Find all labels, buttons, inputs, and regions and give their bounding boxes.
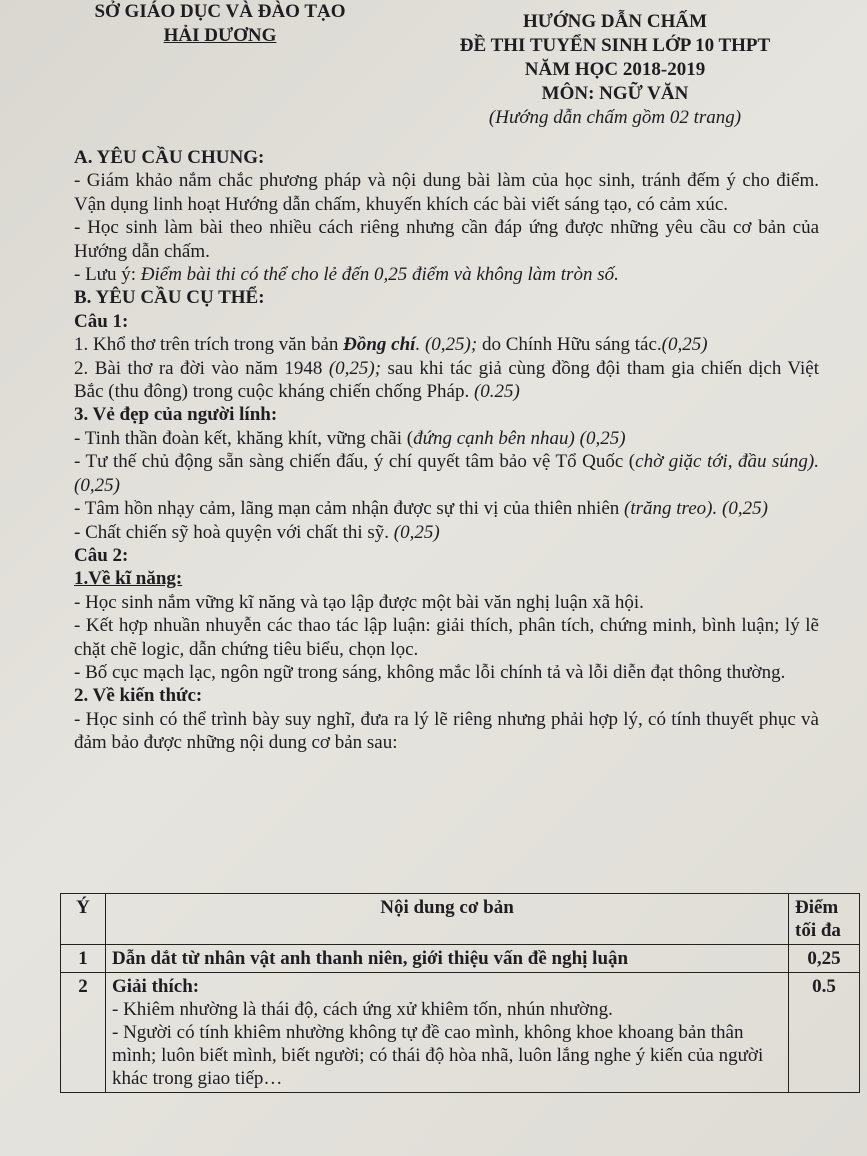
bullet-4-text: - Chất chiến sỹ hoà quyện với chất thi sỹ. (74, 521, 394, 543)
q1-answer-1 (74, 333, 819, 356)
skills-2: - Kết hợp nhuần nhuyễn các thao tác lập luận: giải thích, phân tích, chứng minh, bình luận; lý lẽ chặt chẽ logic, dẫn chứng tiêu biểu, chọn lọc. (74, 615, 819, 660)
row-2-line-2: - Người có tính khiêm nhường không tự đề cao mình, không khoe khoang bản thân mình; luôn biết mình, biết người; có thái độ hòa nhã, luôn lắng nghe ý kiến của người khác trong giao tiếp… (112, 1022, 764, 1089)
bullet-4-score: (0,25) (393, 521, 440, 543)
skills-title: 1.Về kĩ năng: (74, 568, 183, 590)
row-1-number: 1 (61, 945, 106, 973)
department-name: SỞ GIÁO DỤC VÀ ĐÀO TẠO (94, 1, 346, 22)
q1-bullet-3 (74, 497, 819, 520)
bullet-1-text: - Tinh thần đoàn kết, khăng khít, vững chãi ( (74, 427, 414, 449)
q1-answer-2 (74, 357, 819, 404)
doc-title: HƯỚNG DẪN CHẤM (523, 11, 707, 32)
col-header-item: Ý (61, 894, 106, 945)
table-row (61, 945, 860, 973)
q1-bullet-2 (74, 450, 819, 497)
document-heading (400, 10, 830, 130)
skills-1: - Học sinh nắm vững kĩ năng và tạo lập được một bài văn nghị luận xã hội. (74, 591, 644, 613)
row-1-score: 0,25 (789, 945, 860, 973)
section-a-para-2: - Học sinh làm bài theo nhiều cách riêng nhưng cần đáp ứng được những yêu cầu cơ bản của Hướng dẫn chấm. (74, 217, 819, 262)
row-2-score: 0.5 (789, 973, 860, 1093)
q1-bullet-4 (74, 521, 819, 544)
q1-a1-score: . (0,25); (415, 334, 478, 356)
section-a-title: A. YÊU CẦU CHUNG: (74, 147, 265, 168)
q1-a1-score-2: (0,25) (661, 334, 708, 356)
table-row (61, 973, 860, 1093)
bullet-3-quote: (trăng treo). (0,25) (624, 498, 768, 520)
document-body (74, 146, 819, 755)
skills-3: - Bố cục mạch lạc, ngôn ngữ trong sáng, không mắc lỗi chính tả và lỗi diễn đạt thông thường. (74, 661, 786, 683)
bullet-1-quote: đứng cạnh bên nhau) (0,25) (413, 427, 626, 449)
q1-a1-text: 1. Khổ thơ trên trích trong văn bản (74, 334, 344, 356)
school-year: NĂM HỌC 2018-2019 (524, 59, 706, 80)
section-a-note (74, 263, 819, 286)
question-2-title: Câu 2: (74, 544, 129, 566)
row-2-line-1: - Khiêm nhường là thái độ, cách ứng xử khiêm tốn, nhún nhường. (112, 999, 613, 1020)
q1-answer-3-title: 3. Vẻ đẹp của người lính: (74, 404, 278, 426)
row-1-content: Dẫn dắt từ nhân vật anh thanh niên, giới thiệu vấn đề nghị luận (106, 945, 789, 973)
col-header-score: Điểm tối đa (789, 894, 860, 945)
q1-a1-author: do Chính Hữu sáng tác. (477, 334, 662, 356)
note-prefix: - Lưu ý: (74, 264, 141, 286)
section-b-title: B. YÊU CẦU CỤ THỂ: (74, 287, 265, 309)
bullet-2-quote: chờ giặc tới, đầu súng). (0,25) (74, 451, 819, 496)
section-a-para-1: - Giám khảo nắm chắc phương pháp và nội dung bài làm của học sinh, tránh đếm ý cho điểm. Vận dụng linh hoạt Hướng dẫn chấm, khuyến khích các bài viết sáng tạo, có cảm xúc. (74, 170, 819, 215)
province-name: HẢI DƯƠNG (163, 25, 277, 46)
question-1-title: Câu 1: (74, 310, 129, 332)
issuing-authority (70, 0, 370, 48)
knowledge-title: 2. Về kiến thức: (74, 685, 203, 707)
row-2-content (106, 973, 789, 1093)
subject: MÔN: NGỮ VĂN (541, 83, 689, 104)
bullet-2-text: - Tư thế chủ động sẵn sàng chiến đấu, ý chí quyết tâm bảo vệ Tổ Quốc ( (74, 451, 636, 473)
q1-a2-score: (0,25); (328, 357, 382, 379)
row-2-number: 2 (61, 973, 106, 1093)
q1-a2-score-2: (0.25) (473, 381, 520, 403)
q1-bullet-1 (74, 427, 819, 450)
knowledge-1: - Học sinh có thể trình bày suy nghĩ, đưa ra lý lẽ riêng nhưng phải hợp lý, có tính thuyết phục và đảm bảo được những nội dung cơ bản sau: (74, 708, 819, 754)
note-text: Điểm bài thi có thể cho lẻ đến 0,25 điểm và không làm tròn số. (140, 264, 619, 286)
bullet-3-text: - Tâm hồn nhạy cảm, lãng mạn cảm nhận được sự thi vị của thiên nhiên (74, 498, 625, 520)
q1-a2-text: 2. Bài thơ ra đời vào năm 1948 (74, 357, 329, 379)
q1-a1-work: Đồng chí (343, 334, 416, 356)
q1-a2-context: sau khi tác giả cùng đồng đội tham gia chiến dịch Việt Bắc (thu đông) trong cuộc kháng chiến chống Pháp. (74, 357, 819, 403)
exam-name: ĐỀ THI TUYỂN SINH LỚP 10 THPT (459, 35, 771, 56)
grading-table (60, 893, 860, 1093)
page-count-note: (Hướng dẫn chấm gồm 02 trang) (488, 107, 742, 128)
col-header-content: Nội dung cơ bản (106, 894, 789, 945)
table-header-row (61, 894, 860, 945)
row-2-title: Giải thích: (112, 976, 200, 997)
